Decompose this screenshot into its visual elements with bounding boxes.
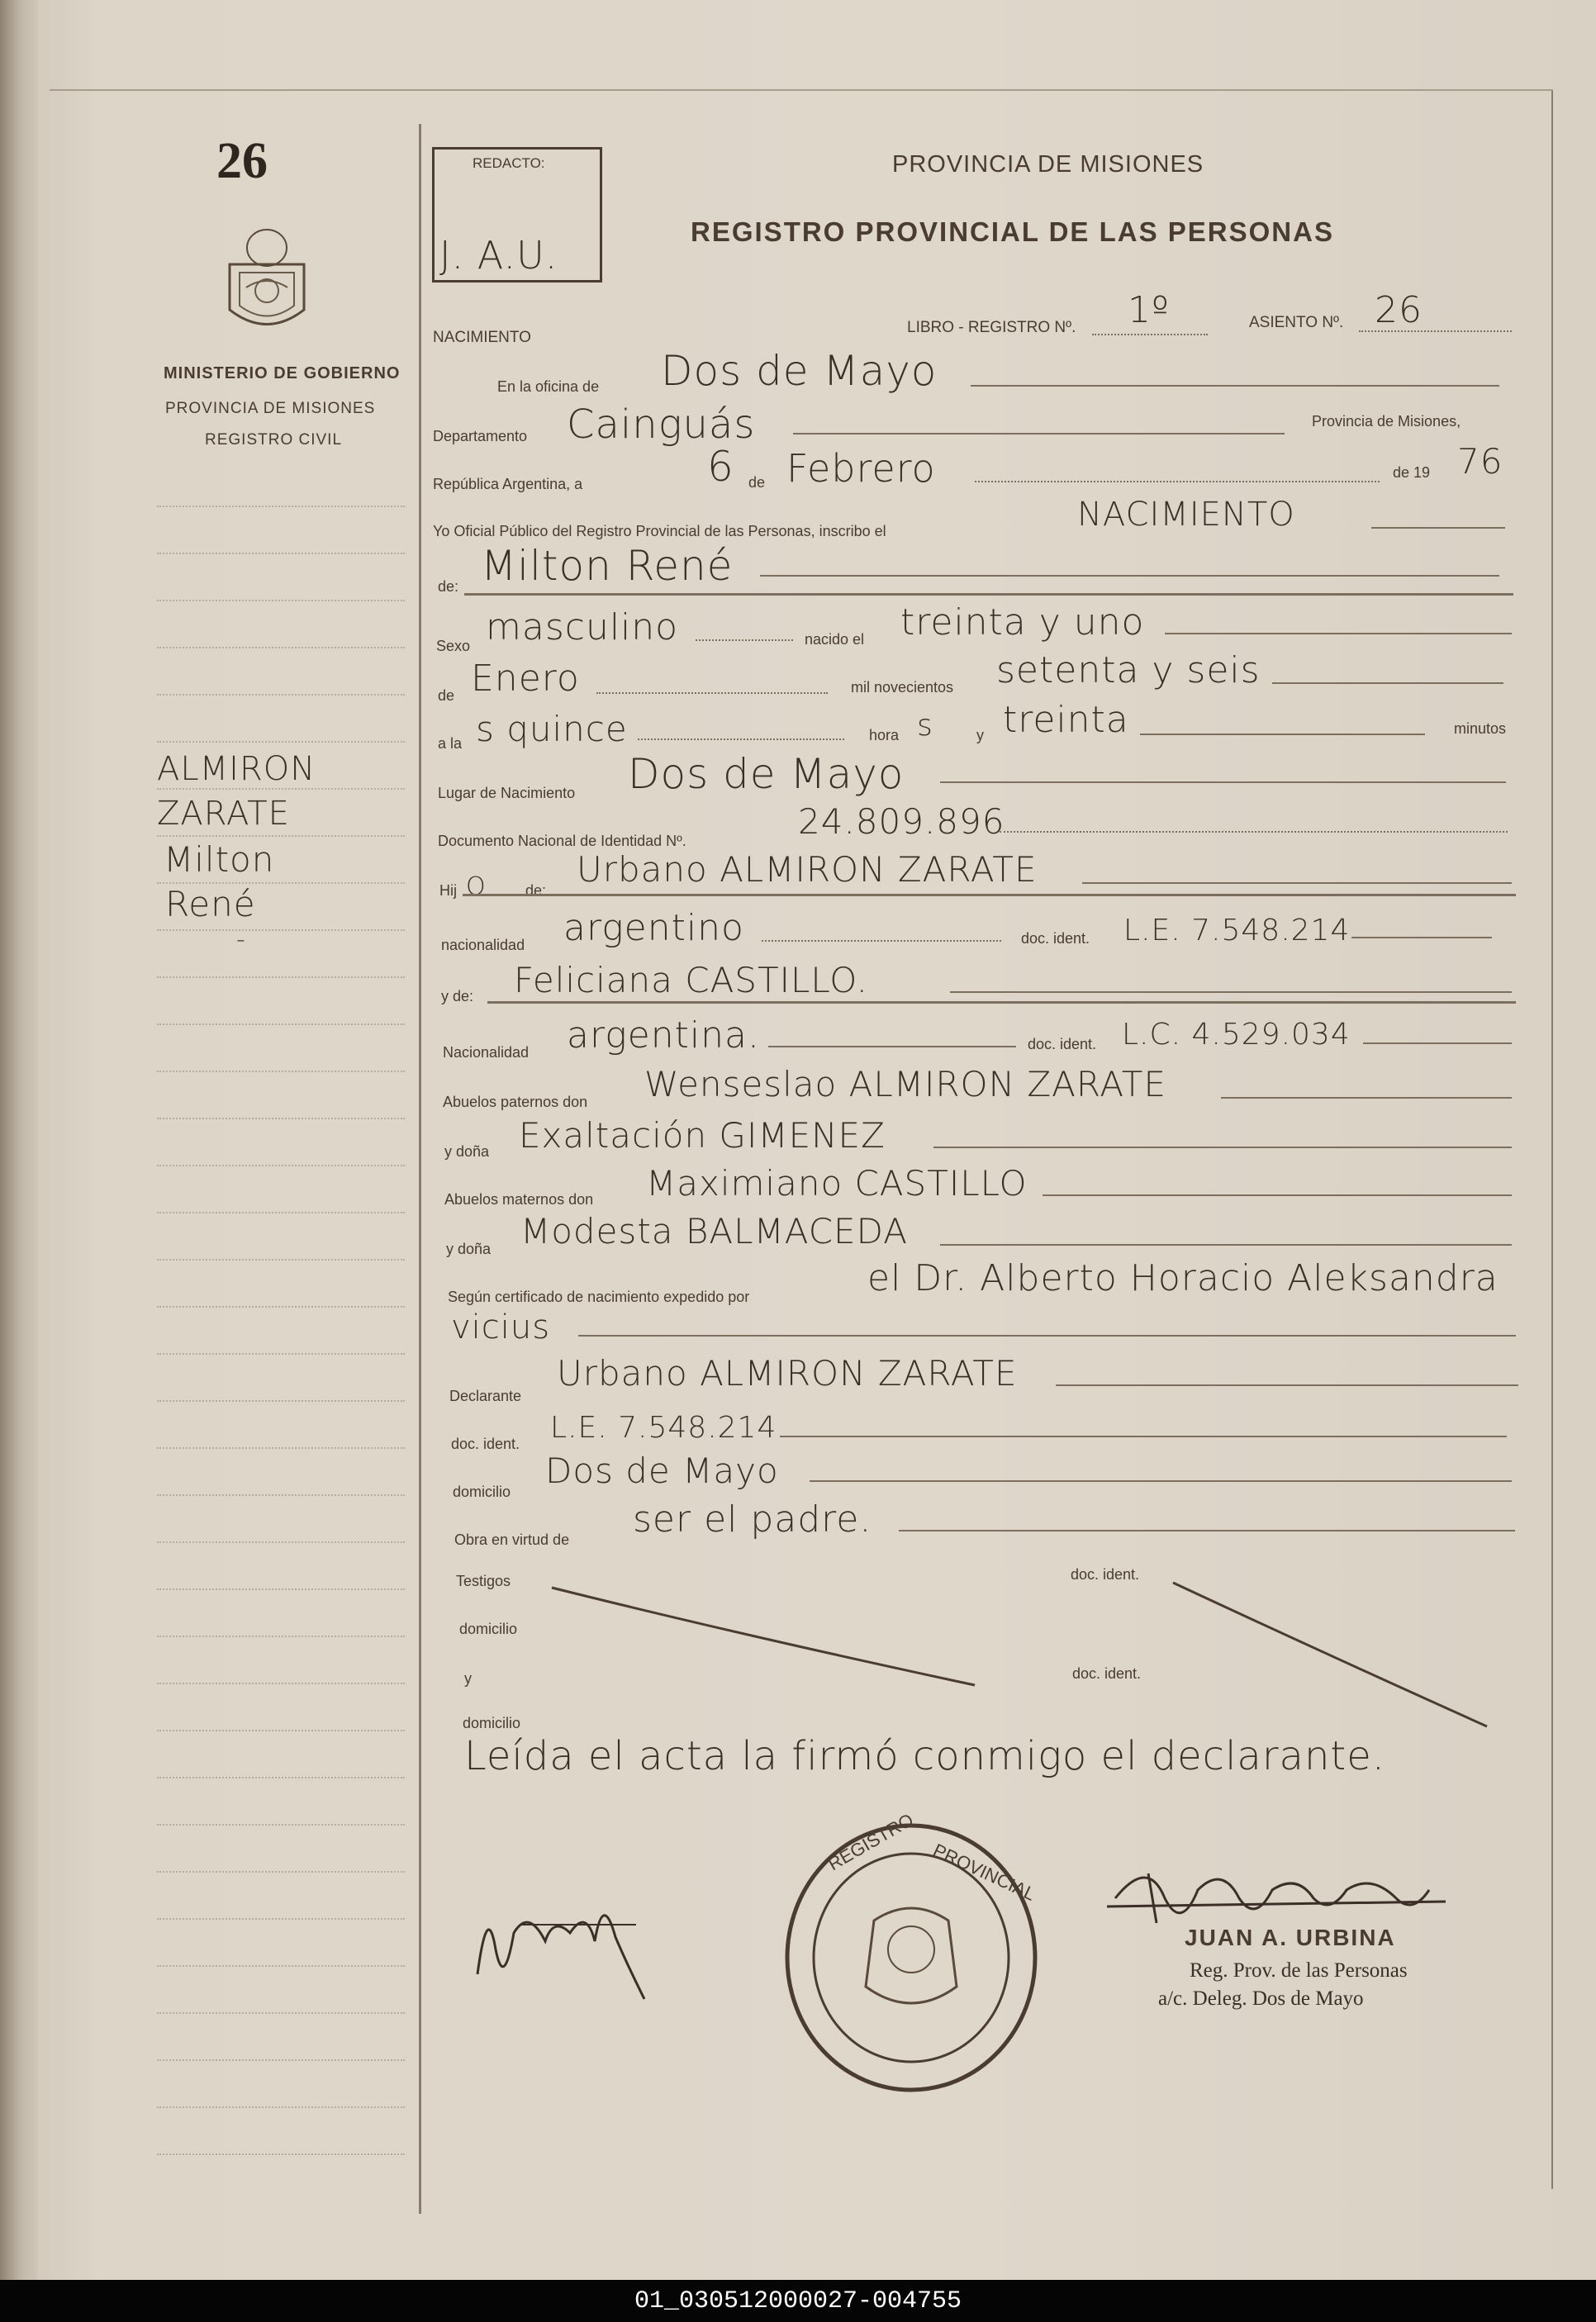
margin-note-line-3: Milton xyxy=(164,839,275,880)
nombre-value: Milton René xyxy=(481,542,734,590)
declarante-label: Declarante xyxy=(449,1388,522,1404)
de-label: de xyxy=(748,474,766,491)
obra-value: ser el padre. xyxy=(633,1498,872,1541)
minutos-label: minutos xyxy=(1454,720,1507,737)
margin-note-line-1: ALMIRON xyxy=(157,750,316,788)
doc-madre-value: L.C. 4.529.034 xyxy=(1122,1018,1351,1052)
dom-t2-label: domicilio xyxy=(463,1715,521,1731)
declarante-value: Urbano ALMIRON ZARATE xyxy=(557,1353,1018,1394)
ydona1-label: y doña xyxy=(444,1143,490,1160)
oficina-value: Dos de Mayo xyxy=(661,347,938,395)
de-nombre-label: de: xyxy=(438,578,459,595)
ab-mat2-value: Modesta BALMACEDA xyxy=(520,1211,908,1251)
domicilio-value: Dos de Mayo xyxy=(545,1451,779,1491)
header-title: REGISTRO PROVINCIAL DE LAS PERSONAS xyxy=(691,216,1334,247)
y-t-label: y xyxy=(464,1670,472,1687)
cert-value-2: vicius xyxy=(451,1308,551,1346)
sexo-value: masculino xyxy=(486,606,679,648)
officer-role-2: a/c. Deleg. Dos de Mayo xyxy=(1158,1987,1364,2010)
nac-padre-label: nacionalidad xyxy=(441,937,525,953)
doc-madre-label: doc. ident. xyxy=(1028,1036,1097,1052)
svg-text:REGISTRO: REGISTRO xyxy=(824,1809,918,1875)
nacido-value: treinta y uno xyxy=(900,601,1145,643)
mil-value: setenta y seis xyxy=(996,649,1261,691)
sexo-label: Sexo xyxy=(436,638,471,654)
hijo-label: Hij xyxy=(439,882,457,899)
lugar-value: Dos de Mayo xyxy=(628,750,905,798)
image-caption: 01_030512000027-004755 xyxy=(634,2287,962,2315)
asiento-value: 26 xyxy=(1375,289,1423,331)
margin-note-line-2: ZARATE xyxy=(157,795,290,833)
dom-t1-label: domicilio xyxy=(459,1621,518,1637)
departamento-label: Departamento xyxy=(433,428,528,444)
margin-note-line-5: - xyxy=(236,925,246,954)
registry-seal-icon xyxy=(783,1809,1039,2094)
hijo-suffix: O xyxy=(466,872,487,901)
alas-value: s quince xyxy=(476,709,628,749)
madre-value: Feliciana CASTILLO. xyxy=(514,960,869,1000)
hora-suffix: s xyxy=(917,709,933,743)
header-province: PROVINCIA DE MISIONES xyxy=(892,151,1204,178)
oficial-label: Yo Oficial Público del Registro Provincial de las Personas, inscribo el xyxy=(433,523,886,539)
departamento-value: Cainguás xyxy=(567,401,756,448)
cert-value: el Dr. Alberto Horacio Aleksandra xyxy=(867,1257,1499,1299)
mes-value: Febrero xyxy=(786,446,936,491)
de19-label: de 19 xyxy=(1393,464,1431,481)
dni-label: Documento Nacional de Identidad Nº. xyxy=(438,833,686,849)
oficial-value: NACIMIENTO xyxy=(1077,496,1295,534)
officer-role-1: Reg. Prov. de las Personas xyxy=(1190,1959,1408,1982)
redacto-label: REDACTO: xyxy=(473,155,545,171)
closing-text: Leída el acta la firmó conmigo el declarante. xyxy=(464,1733,1385,1779)
page-number: 26 xyxy=(216,133,268,189)
anio-value: 76 xyxy=(1457,441,1503,482)
province-label: PROVINCIA DE MISIONES xyxy=(165,400,376,417)
svg-text:PROVINCIAL: PROVINCIAL xyxy=(929,1839,1039,1905)
alas-label: a la xyxy=(438,735,463,752)
redacto-value: J. A.U. xyxy=(439,233,558,278)
de2-label: de: xyxy=(525,882,547,899)
de-mes-label: de xyxy=(438,687,455,704)
section-label: NACIMIENTO xyxy=(433,329,531,346)
ab-pat-value: Wenseslao ALMIRON ZARATE xyxy=(644,1064,1166,1104)
doc-padre-label: doc. ident. xyxy=(1021,930,1090,947)
officer-name: JUAN A. URBINA xyxy=(1185,1925,1396,1950)
libro-label: LIBRO - REGISTRO Nº. xyxy=(907,319,1076,336)
provincia-label: Provincia de Misiones, xyxy=(1312,413,1461,430)
libro-value: 1º xyxy=(1128,289,1170,331)
ab-pat-label: Abuelos paternos don xyxy=(443,1094,588,1110)
obra-label: Obra en virtud de xyxy=(454,1531,570,1548)
nac-madre-label: Nacionalidad xyxy=(443,1044,530,1061)
doc-decl-value: L.E. 7.548.214 xyxy=(550,1411,777,1445)
asiento-label: ASIENTO Nº. xyxy=(1249,314,1344,331)
ab-mat-label: Abuelos maternos don xyxy=(444,1191,594,1208)
minutos-value: treinta xyxy=(1003,699,1129,741)
testigos-label: Testigos xyxy=(456,1573,511,1589)
yde-label: y de: xyxy=(441,988,474,1004)
oficina-label: En la oficina de xyxy=(497,378,600,395)
mil-label: mil novecientos xyxy=(851,679,954,696)
nac-mes-value: Enero xyxy=(471,658,580,700)
margin-note-line-4: René xyxy=(165,884,256,924)
registry-label: REGISTRO CIVIL xyxy=(205,431,343,449)
doc-t1-label: doc. ident. xyxy=(1071,1566,1140,1583)
dia-value: 6 xyxy=(707,443,734,491)
dni-value: 24.809.896 xyxy=(798,801,1005,842)
doc-padre-value: L.E. 7.548.214 xyxy=(1123,914,1351,947)
republica-label: República Argentina, a xyxy=(433,476,583,492)
cert-label: Según certificado de nacimiento expedido por xyxy=(448,1289,750,1305)
nac-padre-value: argentino xyxy=(563,907,744,949)
hora-label: hora xyxy=(869,727,900,743)
ydona2-label: y doña xyxy=(446,1241,492,1257)
doc-decl-label: doc. ident. xyxy=(451,1436,520,1452)
doc-t2-label: doc. ident. xyxy=(1072,1665,1142,1682)
domicilio-label: domicilio xyxy=(453,1484,511,1500)
ab-mat-value: Maximiano CASTILLO xyxy=(646,1163,1028,1204)
nacido-label: nacido el xyxy=(805,631,865,648)
lugar-label: Lugar de Nacimiento xyxy=(438,785,576,801)
padre-value: Urbano ALMIRON ZARATE xyxy=(577,849,1038,890)
declarant-signature-icon xyxy=(471,1875,661,2007)
y-label: y xyxy=(976,727,984,743)
nac-madre-value: argentina. xyxy=(567,1014,760,1057)
ab-pat2-value: Exaltación GIMENEZ xyxy=(519,1115,886,1156)
ministry-label: MINISTERIO DE GOBIERNO xyxy=(164,364,401,382)
